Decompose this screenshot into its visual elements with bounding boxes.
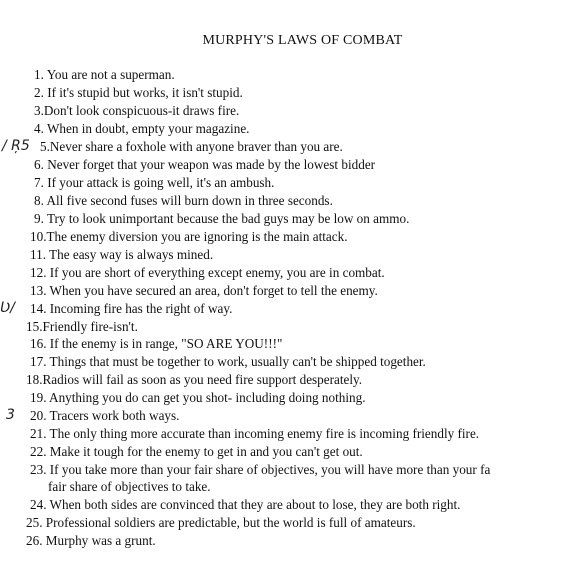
law-17: 17. Things that must be together to work, usually can't be shipped together.: [30, 354, 426, 369]
law-25: 25. Professional soldiers are predictable, but the world is full of amateurs.: [26, 515, 416, 530]
law-26: 26. Murphy was a grunt.: [26, 533, 156, 548]
law-10: 10.The enemy diversion you are ignoring is the main attack.: [30, 229, 348, 244]
law-12: 12. If you are short of everything except enemy, you are in combat.: [30, 265, 385, 280]
law-18: 18.Radios will fail as soon as you need fire support desperately.: [26, 372, 363, 387]
law-15: 15.Friendly fire-isn't.: [26, 319, 138, 334]
margin-mark-law-20: 3: [6, 407, 15, 423]
law-14: 14. Incoming fire has the right of way.: [30, 301, 233, 316]
law-23: 23. If you take more than your fair share of objectives, you will have more than your fa: [30, 462, 491, 477]
law-6: 6. Never forget that your weapon was made by the lowest bidder: [34, 157, 376, 172]
law-13: 13. When you have secured an area, don't forget to tell the enemy.: [30, 283, 378, 298]
law-23-continuation: fair share of objectives to take.: [48, 479, 211, 494]
law-3: 3.Don't look conspicuous-it draws fire.: [34, 103, 240, 118]
law-1: 1. You are not a superman.: [34, 67, 175, 82]
law-5: 5.Never share a foxhole with anyone braver than you are.: [40, 139, 343, 154]
law-22: 22. Make it tough for the enemy to get in and you can't get out.: [30, 444, 363, 459]
margin-mark-law-14: Ʋ/: [0, 300, 15, 316]
margin-mark-law-5: / Ŗ5: [2, 138, 30, 154]
law-2: 2. If it's stupid but works, it isn't stupid.: [34, 85, 243, 100]
law-8: 8. All five second fuses will burn down in three seconds.: [34, 193, 333, 208]
page-title: MURPHY'S LAWS OF COMBAT: [202, 33, 403, 48]
law-21: 21. The only thing more accurate than incoming enemy fire is incoming friendly fire.: [30, 426, 480, 441]
law-20: 20. Tracers work both ways.: [30, 408, 180, 423]
law-19: 19. Anything you do can get you shot- including doing nothing.: [30, 390, 366, 405]
law-11: 11. The easy way is always mined.: [30, 247, 214, 262]
law-7: 7. If your attack is going well, it's an ambush.: [34, 175, 275, 190]
law-16: 16. If the enemy is in range, "SO ARE YOU!!!": [30, 336, 283, 351]
law-4: 4. When in doubt, empty your magazine.: [34, 121, 250, 136]
law-9: 9. Try to look unimportant because the bad guys may be low on ammo.: [34, 211, 410, 226]
law-24: 24. When both sides are convinced that they are about to lose, they are both right.: [30, 497, 461, 512]
